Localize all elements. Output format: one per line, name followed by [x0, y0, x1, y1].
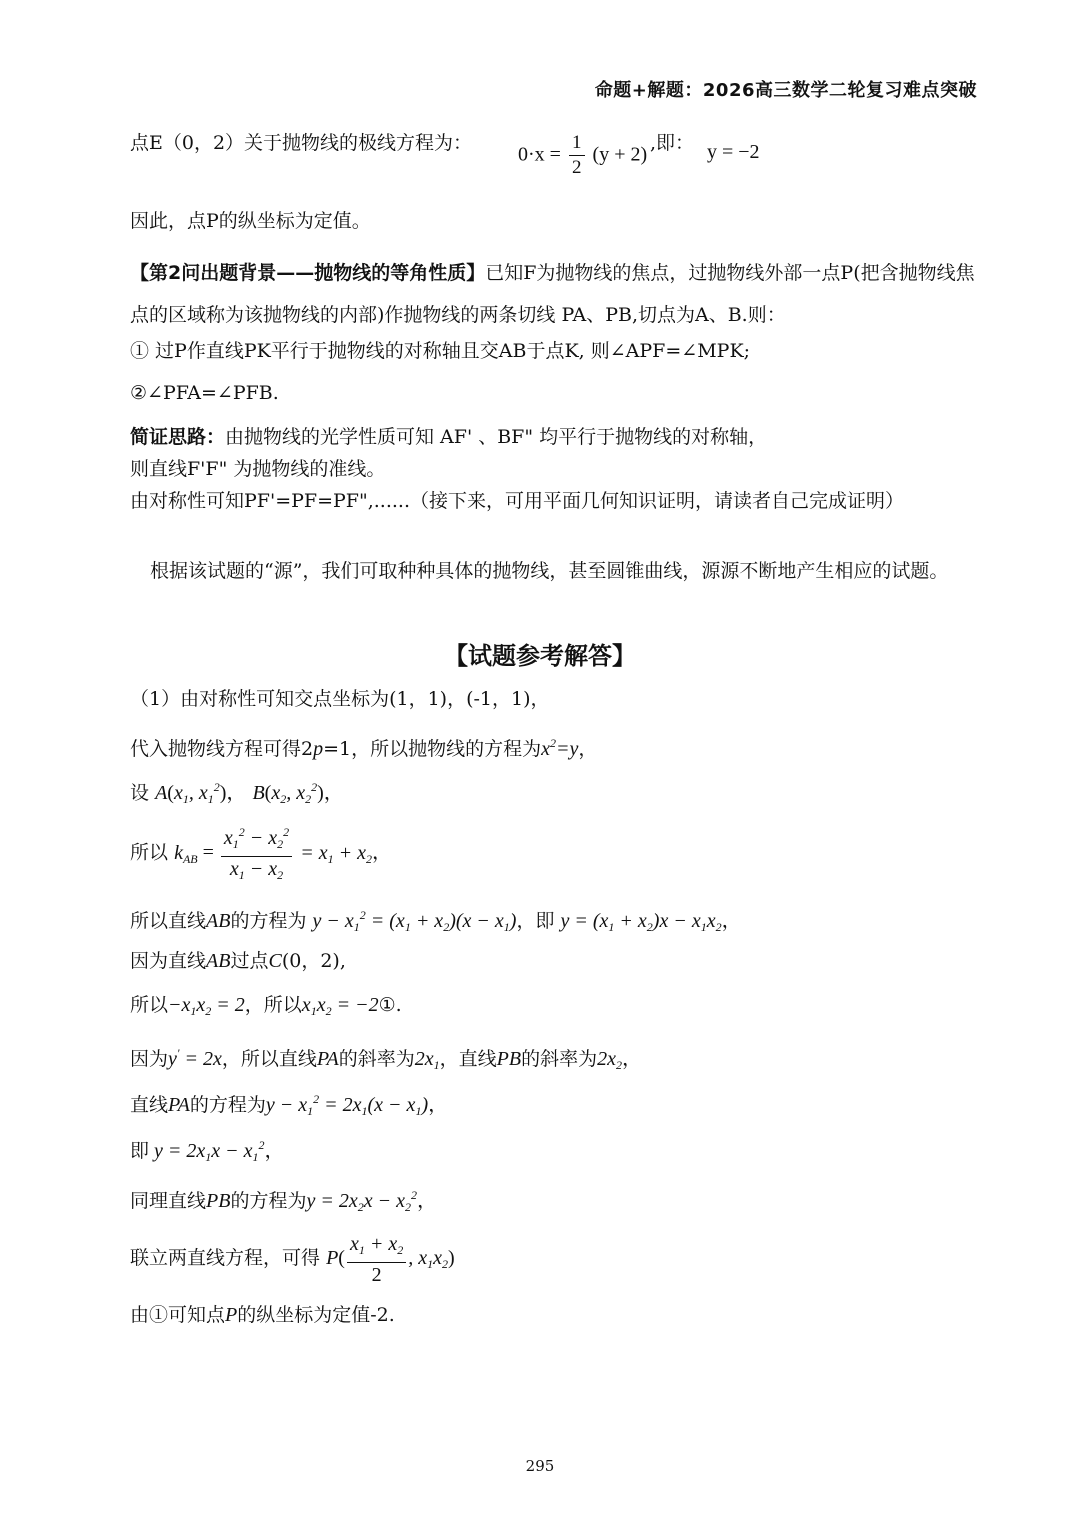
solution-line-8: 因为y' = 2x，所以直线PA的斜率为$2x_1$，直线PB的斜率为$2x_2$，: [130, 1046, 642, 1072]
solution-line-7: 所以$-x_1x_2 = 2$，所以$x_1x_2$ = −2①.: [130, 994, 402, 1018]
proof-line-1: 简证思路：由抛物线的光学性质可知 AF' 、BF" 均平行于抛物线的对称轴，: [130, 426, 768, 448]
polar-equation: 0·x = $\frac{1}{2}$ (y + 2): [518, 132, 648, 178]
polar-result: y = −2: [707, 141, 760, 163]
solution-line-1: （1）由对称性可知交点坐标为(1，1)，(-1，1)，: [130, 688, 550, 710]
solution-line-11: 同理直线PB的方程为$y = 2x_2x - x_2^2$，: [130, 1188, 437, 1214]
page-number: 295: [525, 1457, 555, 1475]
p-x-fraction: $\frac{x_1 + x_2}{2}$: [347, 1232, 406, 1287]
solution-line-13: 由①可知点P的纵坐标为定值-2.: [130, 1304, 395, 1326]
point-b-formula: B: [252, 782, 265, 804]
solution-line-9: 直线PA的方程为$y - x_1^2 = 2x_1(x - x_1)$，: [130, 1092, 449, 1118]
fraction-half: $\frac{1}{2}$: [569, 131, 585, 180]
slope-fraction: $\frac{x_1^2 - x_2^2}{x_1 - x_2}$: [221, 820, 292, 887]
solution-line-10: 即 $y = 2x_1x - x_1^2$，: [130, 1138, 285, 1164]
background-paragraph: 【第2问出题背景——抛物线的等角性质】已知F为抛物线的焦点，过抛物线外部一点P(把含抛物线焦点的区域称为该抛物线的内部)作抛物线的两条切线 PA、PB,切点为A、B.则：: [130, 262, 975, 326]
line-ab-equation: $y - x_1^2 = (x_1 + x_2)(x - x_1)$: [312, 908, 517, 934]
solution-line-5: 所以直线AB的方程为 $y - x_1^2 = (x_1 + x_2)(x - x_1)$，即 $y = (x_1 + x_2)x - x_1x_2$，: [130, 908, 742, 934]
solution-line-2: 代入抛物线方程可得2p=1，所以抛物线的方程为$x^2=y$，: [130, 736, 598, 760]
point-a-formula: A: [155, 782, 168, 804]
section-title: 【试题参考解答】: [444, 642, 636, 670]
polar-line: 点E（0，2）关于抛物线的极线方程为：: [130, 132, 473, 154]
polar-sep: ,即：: [650, 132, 695, 154]
proof-line-3: 由对称性可知PF'=PF=PF",......（接下来，可用平面几何知识证明，请读者自己完成证明）: [130, 490, 904, 512]
solution-line-6: 因为直线AB过点C(0，2),: [130, 950, 346, 972]
solution-line-3: 设 $A(x_1$, $x_1^2$)， $B(x_2$, $x_2^2$)，: [130, 780, 344, 806]
proof-line-2: 则直线F'F" 为抛物线的准线。: [130, 458, 386, 480]
slope-formula: $k_{AB}$: [174, 841, 198, 866]
solution-line-4: 所以 $k_{AB}$ = $\frac{x_1^2 - x_2^2}{x_1 - x_2}$ = $x_1 + x_2$，: [130, 820, 392, 889]
fixed-value-line: 因此，点P的纵坐标为定值。: [130, 210, 371, 232]
property-item-1: ① 过P作直线PK平行于抛物线的对称轴且交AB于点K, 则∠APF=∠MPK;: [130, 340, 751, 362]
property-item-2: ②∠PFA=∠PFB.: [130, 382, 279, 404]
solution-line-12: 联立两直线方程，可得 P( $\frac{x_1 + x_2}{2}$ , $x_1x_2$): [130, 1232, 455, 1286]
source-paragraph: 根据该试题的“源”，我们可取种种具体的抛物线，甚至圆锥曲线，源源不断地产生相应的试题。: [150, 560, 949, 582]
running-header: 命题+解题：2026高三数学二轮复习难点突破: [594, 80, 977, 101]
